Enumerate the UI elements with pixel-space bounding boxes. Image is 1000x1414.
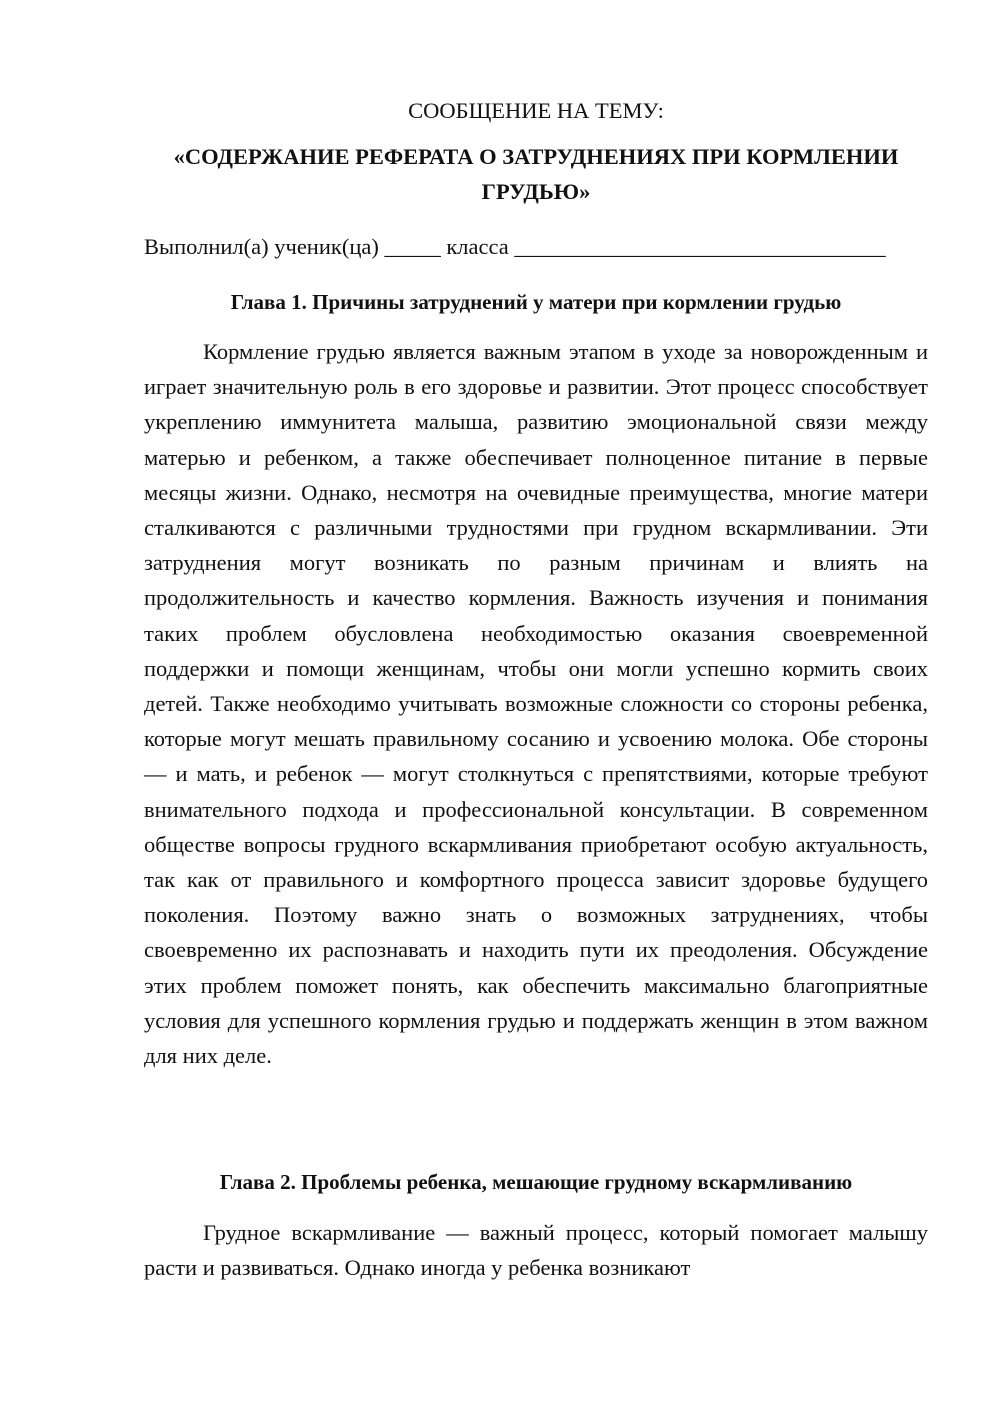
- document-subject-line: СООБЩЕНИЕ НА ТЕМУ:: [408, 98, 664, 123]
- author-line: Выполнил(а) ученик(ца) _____ класса _________________________________: [144, 234, 886, 259]
- document-title: «СОДЕРЖАНИЕ РЕФЕРАТА О ЗАТРУДНЕНИЯХ ПРИ КОРМЛЕНИИ ГРУДЬЮ»: [173, 144, 899, 204]
- chapter-2-paragraph: Грудное вскармливание — важный процесс, который помогает малышу расти и развиваться. Однако иногда у ребенка возникают: [144, 1220, 928, 1281]
- chapter-1-paragraph: Кормление грудью является важным этапом в уходе за новорожденным и играет значительную роль в его здоровье и развитии. Этот процесс способствует укреплению иммунитета малыша, развитию эмоциональной связи между матерью и ребенком, а также обеспечивает полноценное питание в первые месяцы жизни. Однако, несмотря на очевидные преимущества, многие матери сталкиваются с различными трудностями при грудном вскармливании. Эти затруднения могут возникать по разным причинам и влиять на продолжительность и качество кормления. Важность изучения и понимания таких проблем обусловлена необходимостью оказания своевременной поддержки и помощи женщинам, чтобы они могли успешно кормить своих детей. Также необходимо учитывать возможные сложности со стороны ребенка, которые могут мешать правильному сосанию и усвоению молока. Обе стороны — и мать, и ребенок — могут столкнуться с препятствиями, которые требуют внимательного подхода и профессиональной консультации. В современном обществе вопросы грудного вскармливания приобретают особую актуальность, так как от правильного и комфортного процесса зависит здоровье будущего поколения. Поэтому важно знать о возможных затруднениях, чтобы своевременно их распознавать и находить пути их преодоления. Обсуждение этих проблем поможет понять, как обеспечить максимально благоприятные условия для успешного кормления грудью и поддержать женщин в этом важном для них деле.: [144, 339, 928, 1069]
- chapter-2-title: Глава 2. Проблемы ребенка, мешающие грудному вскармливанию: [219, 1170, 853, 1194]
- chapter-1-title: Глава 1. Причины затруднений у матери при кормлении грудью: [230, 290, 842, 314]
